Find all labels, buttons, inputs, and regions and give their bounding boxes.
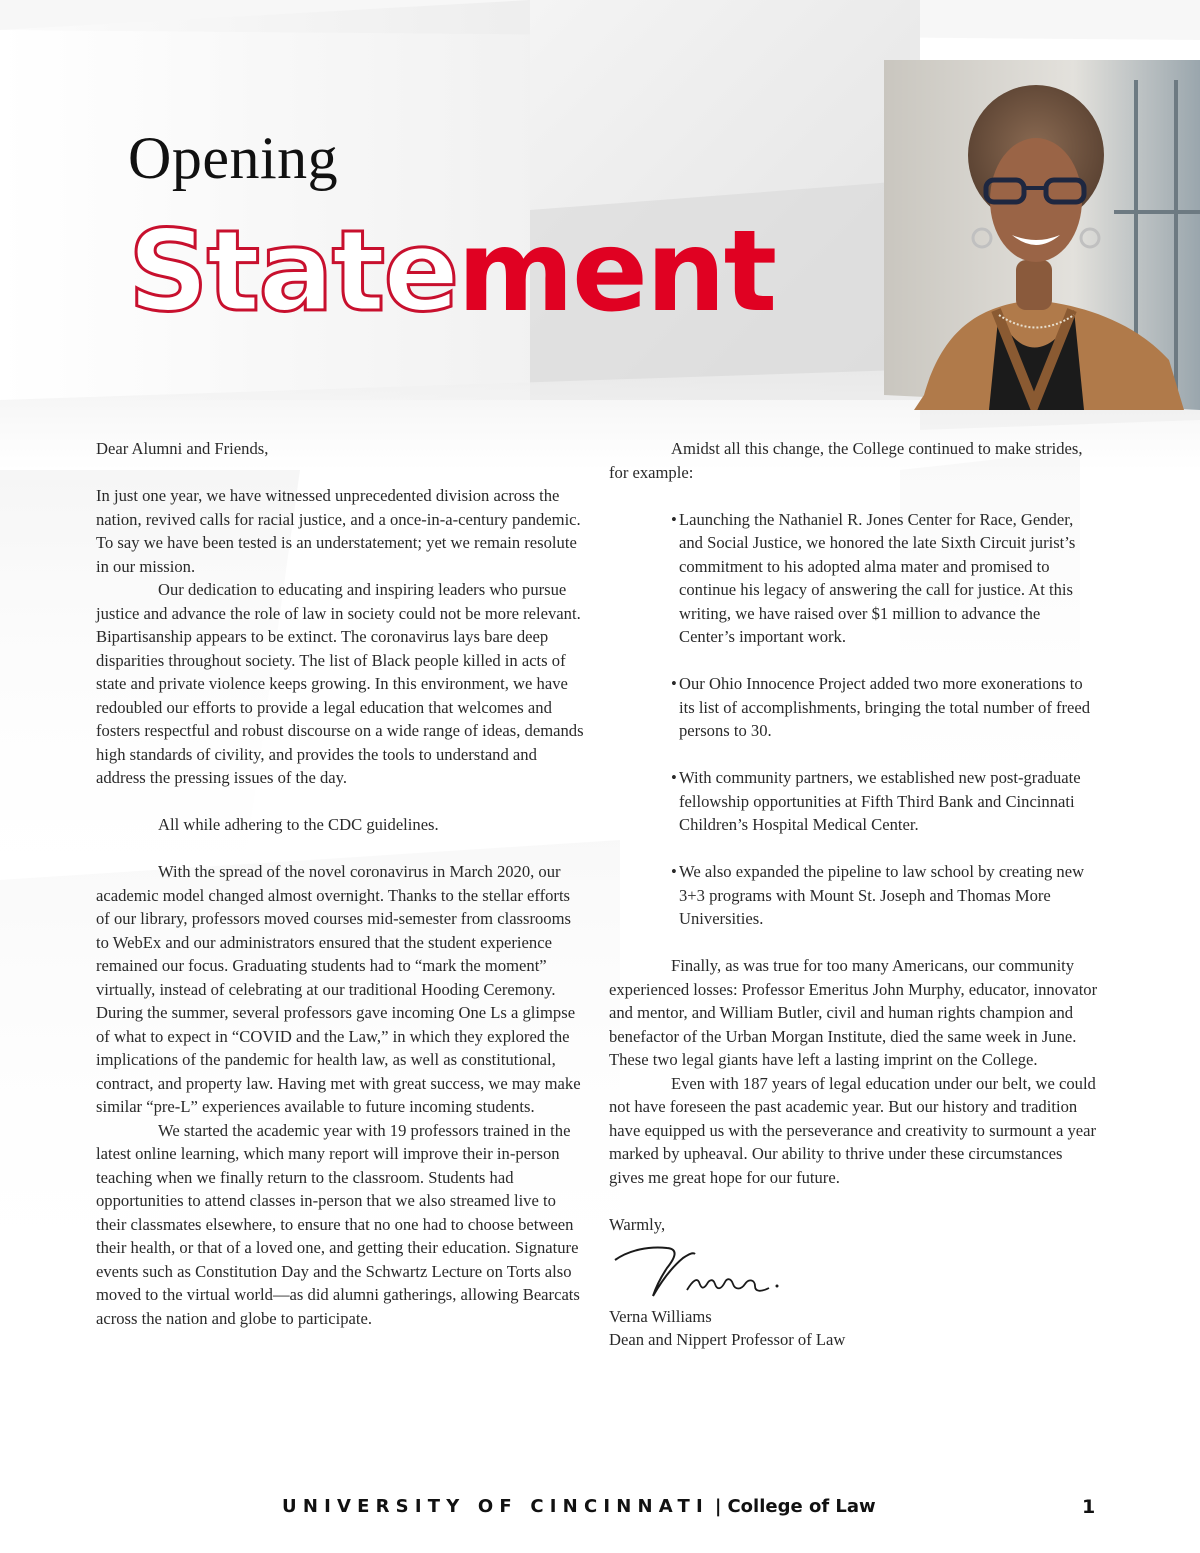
- signer-title: Dean and Nippert Professor of Law: [609, 1330, 846, 1349]
- page-number: 1: [1082, 1496, 1096, 1518]
- page-footer: [0, 1494, 1200, 1524]
- salutation: Dear Alumni and Friends,: [96, 439, 269, 458]
- footer-college: College of Law: [727, 1496, 876, 1517]
- list-item-text: With community partners, we established new post-graduate fellowship opportunities at Fifth Third Bank and Cincinnati Children’s Hospital Medical Center.: [679, 768, 1081, 834]
- heading-statement: [128, 207, 776, 337]
- list-item-text: Our Ohio Innocence Project added two more exonerations to its list of accomplishments, bringing the total number of freed persons to 30.: [679, 674, 1091, 740]
- list-item: [609, 508, 1099, 649]
- list-item-text: Launching the Nathaniel R. Jones Center for Race, Gender, and Social Justice, we honored the late Sixth Circuit jurist’s commitment to his adopted alma mater and promised to continue his legacy of answering the call for justice. At this writing, we have raised over $1 million to advance the Center’s important work.: [679, 509, 1076, 646]
- bullet-icon: •: [671, 509, 677, 529]
- paragraph: Our dedication to educating and inspiring leaders who pursue justice and advance the role of law in society could not be more relevant. Bipartisanship appears to be extinct. The coronavirus lays bare deep disparities throughout society. The list of Black people killed in acts of state and private violence keeps growing. In this environment, we have redoubled our efforts to provide a legal education that welcomes and fosters respectful and robust discourse on a wide range of ideas, demands high standards of civility, and provides the tools to understand and address the pressing issues of the day.: [96, 580, 584, 787]
- paragraph: Finally, as was true for too many Americans, our community experienced losses: Professor Emeritus John Murphy, educator, innovator and mentor, and William Butler, civil and human rights champion and benefactor of the Urban Morgan Institute, died the same week in June. These two legal giants have left a lasting imprint on the College.: [609, 956, 1098, 1069]
- bullet-icon: •: [671, 674, 677, 693]
- list-item: [609, 672, 1099, 743]
- paragraph: In just one year, we have witnessed unprecedented division across the nation, revived calls for racial justice, and a once-in-a-century pandemic. To say we have been tested is an understatement; yet we remain resolute in our mission.: [96, 486, 581, 576]
- closing: Warmly,: [609, 1214, 666, 1234]
- letter-column-right: [609, 437, 1099, 1352]
- footer-university: UNIVERSITY OF CINCINNATI: [282, 1496, 709, 1517]
- heading-opening: Opening: [128, 125, 339, 191]
- list-item: [609, 766, 1099, 837]
- paragraph: Amidst all this change, the College continued to make strides, for example:: [609, 439, 1083, 482]
- signature: [609, 1238, 789, 1304]
- footer-publication: [282, 1496, 876, 1517]
- page-heading: [128, 125, 776, 337]
- bullet-icon: •: [671, 862, 677, 881]
- list-item-text: We also expanded the pipeline to law school by creating new 3+3 programs with Mount St. Joseph and Thomas More Universities.: [679, 862, 1085, 928]
- heading-statement-outline: State: [128, 207, 458, 337]
- heading-statement-solid: ment: [457, 207, 776, 337]
- dean-portrait: [884, 60, 1200, 410]
- list-item: [609, 860, 1099, 931]
- portrait-photo-icon: [884, 60, 1200, 410]
- paragraph: All while adhering to the CDC guidelines.: [158, 815, 439, 834]
- letter-column-left: [96, 437, 584, 1330]
- paragraph: Even with 187 years of legal education under our belt, we could not have foreseen the past academic year. But our history and tradition have equipped us with the perseverance and creativity to surmount a year marked by upheaval. Our ability to thrive under these circumstances gives me great hope for our future.: [609, 1073, 1097, 1187]
- paragraph: With the spread of the novel coronavirus in March 2020, our academic model changed almost overnight. Thanks to the stellar efforts of our library, professors moved courses mid-semester from classrooms to WebEx and our administrators ensured that the student experience remained our focus. Graduating students had to “mark the moment” virtually, instead of celebrating at our traditional Hooding Ceremony. During the summer, several professors gave incoming One Ls a glimpse of what to expect in “COVID and the Law,” in which they explored the implications of the pandemic for health law, as well as constitutional, contract, and property law. Having met with great success, we may make similar “pre-L” experiences available to future incoming students.: [96, 862, 581, 1116]
- paragraph: We started the academic year with 19 professors trained in the latest online learning, which many report will improve their in-person teaching when we finally return to the classroom. Students had opportunities to attend classes in-person that we also streamed live to their classmates elsewhere, to ensure that no one had to choose between their health, or that of a loved one, and getting their education. Signature events such as Constitution Day and the Schwartz Lecture on Torts also moved to the virtual world—as did alumni gatherings, allowing Bearcats across the nation and globe to participate.: [96, 1120, 580, 1328]
- footer-separator: |: [714, 1496, 722, 1517]
- signer-name: Verna Williams: [609, 1306, 712, 1326]
- bullet-icon: •: [671, 768, 677, 787]
